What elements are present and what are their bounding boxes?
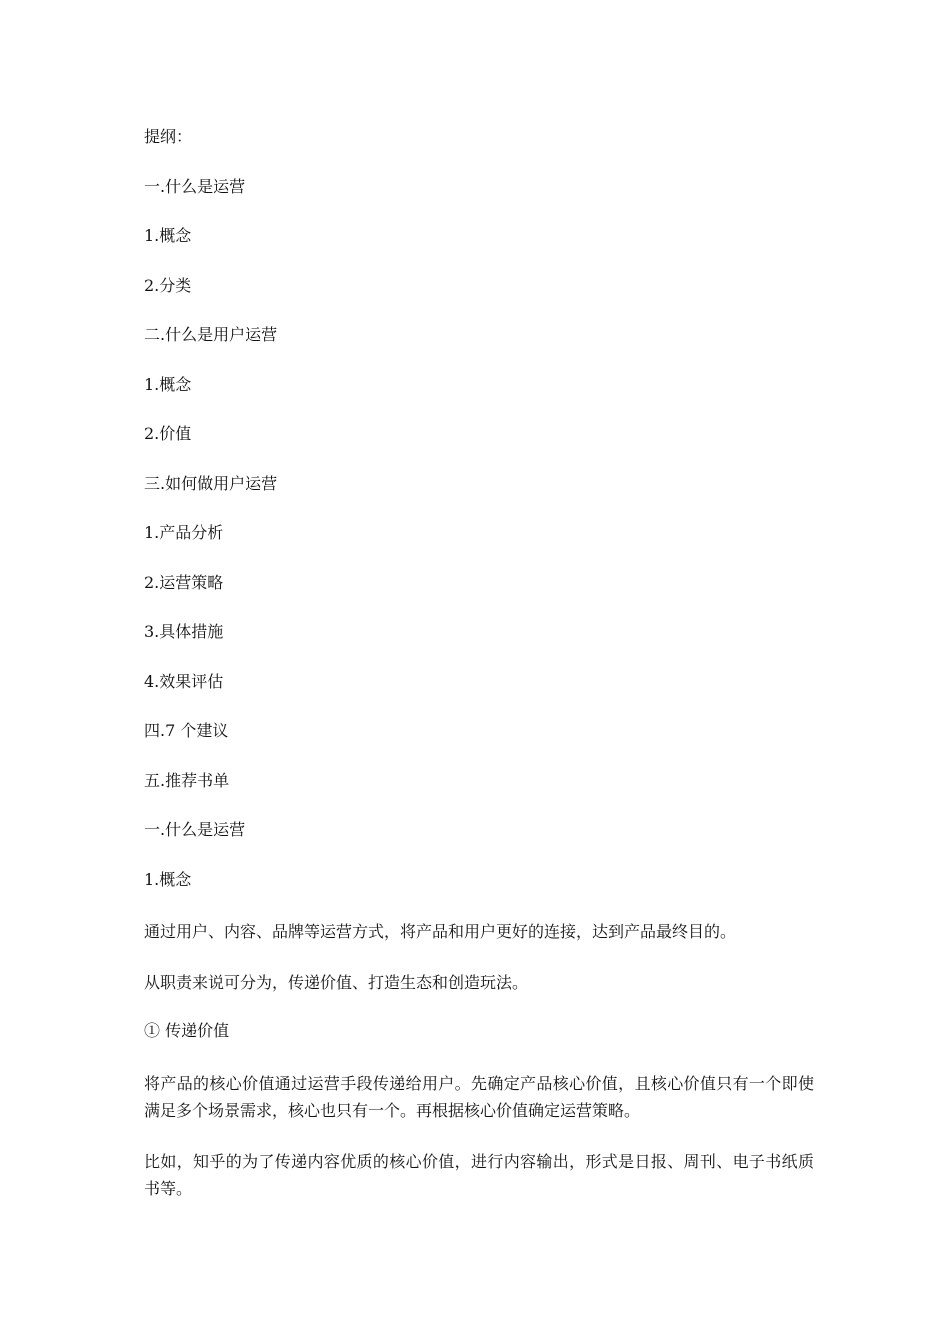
paragraph-definition: 通过用户、内容、品牌等运营方式，将产品和用户更好的连接，达到产品最终目的。 xyxy=(144,922,737,941)
outline-item-8: 1.产品分析 xyxy=(144,523,224,542)
point-heading: ① 传递价值 xyxy=(144,1021,230,1040)
outline-item-7: 三.如何做用户运营 xyxy=(144,473,278,493)
outline-item-12: 四.7 个建议 xyxy=(144,721,229,740)
subsection-heading: 1.概念 xyxy=(144,869,192,889)
outline-item-2: 1.概念 xyxy=(144,226,192,245)
paragraph-responsibilities: 从职责来说可分为，传递价值、打造生态和创造玩法。 xyxy=(144,973,529,992)
outline-item-9: 2.运营策略 xyxy=(144,572,224,592)
outline-item-10: 3.具体措施 xyxy=(144,622,224,641)
outline-item-5: 1.概念 xyxy=(144,374,192,394)
paragraph-example: 比如，知乎的为了传递内容优质的核心价值，进行内容输出，形式是日报、周刊、电子书纸质书等。 xyxy=(144,1151,814,1198)
section-heading: 一.什么是运营 xyxy=(144,820,246,839)
outline-item-4: 二.什么是用户运营 xyxy=(144,325,278,344)
outline-item-11: 4.效果评估 xyxy=(144,671,224,691)
document-content xyxy=(144,126,814,1226)
outline-item-1: 一.什么是运营 xyxy=(144,176,246,196)
outline-item-6: 2.价值 xyxy=(144,424,192,443)
paragraph-core-value: 将产品的核心价值通过运营手段传递给用户。先确定产品核心价值，且核心价值只有一个即使满足多个场景需求，核心也只有一个。再根据核心价值确定运营策略。 xyxy=(144,1073,814,1120)
outline-item-3: 2.分类 xyxy=(144,275,192,295)
outline-title: 提纲： xyxy=(144,127,193,146)
outline-item-13: 五.推荐书单 xyxy=(144,770,230,790)
